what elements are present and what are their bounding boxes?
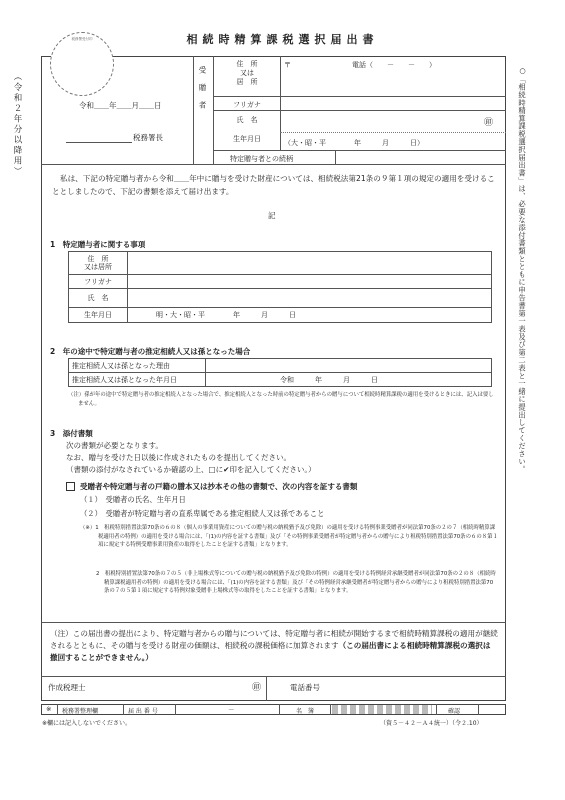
name-label: 氏 名 [236,116,258,124]
office-divider [330,704,331,715]
address-label: 住 所 又は 居 所 [236,60,258,86]
item1-text: （１） 受贈者の氏名、生年月日 [80,495,186,504]
header-rule [213,110,506,111]
s2-date-input[interactable]: 令和 年 月 日 [206,373,492,387]
header-divider [280,56,281,150]
section2-table [68,358,492,387]
address-input[interactable] [282,72,504,94]
footer-note: ※欄には記入しないでください。 [42,720,132,727]
header-rule [41,164,506,165]
filing-number-dash: － [228,706,235,714]
accountant-rule [41,676,506,677]
office-field-label: 税務署整理欄 [62,708,99,715]
office-divider [57,704,58,715]
header-divider [193,56,194,164]
s1-birth-label: 生年月日 [69,308,128,323]
confirm-label: 確認 [448,708,461,715]
tax-accountant-input[interactable] [112,679,247,697]
seal-mark: ㊞ [484,118,494,128]
ki-heading: 記 [268,211,276,220]
phone-number-label: 電話番号 [290,683,320,692]
left-year-note: （令和２年分以降用） [12,72,22,177]
final-note-warning: （この届出書による相続時精算課税の選択は撤回することができません。） [50,641,491,662]
section3-line1: 次の書類が必要となります。 [66,441,163,450]
relation-input[interactable] [338,151,504,163]
s2-reason-input[interactable] [206,359,492,373]
s2-reason-label: 推定相続人又は孫となった理由 [69,359,206,373]
s1-name-input[interactable] [128,289,492,308]
s1-furigana-input[interactable] [128,275,492,289]
office-divider [436,704,437,715]
right-instruction-note: ○「相続時精算課税選択届出書」は、必要な添付書類とともに申告書第一表及び第二表と一緒に提出してください。 [518,66,527,474]
section3-line3: （書類の添付がなされているか確認の上、□に✔印を記入してください。） [66,465,316,474]
phone-number-input[interactable] [340,679,500,697]
stamp-label: 税務署受付印 [71,37,93,41]
name-input[interactable] [282,112,482,130]
form-code: （資５－４２－Ａ４統一）（令２.10） [380,720,483,727]
s1-furigana-label: フリガナ [69,275,128,289]
birth-label: 生年月日 [233,135,261,143]
section3-line2: なお、贈与を受けた日以後に作成されたものを提出してください。 [66,453,291,462]
birth-field[interactable]: （大・昭・平 年 月 日） [284,139,424,147]
header-rule [280,132,506,133]
accountant-seal: ㊞ [252,683,262,693]
tax-office-label: 税務署長 [133,133,163,142]
office-divider [123,704,124,715]
relation-label: 特定贈与者との続柄 [230,155,293,163]
office-divider [175,704,176,715]
accountant-divider [266,676,267,701]
register-shaded-cells [332,705,432,714]
register-label: 名 簿 [296,708,315,715]
office-divider [478,704,479,715]
reception-stamp-circle [50,32,114,96]
s1-name-label: 氏 名 [69,289,128,308]
date-field[interactable]: 令和＿＿年＿＿月＿＿日 [79,101,162,110]
fine-print-2: 2 租税特別措置法第70条の７の５（非上場株式等についての贈与税の納税猶予及び免除の特例）の適用を受ける特例経営承継受贈者が同法第70条の２の８（相続時精算課税適用者の特例）の適用を受ける場合には、「(1)の内容を証する書類」及び「その特例経営承継受贈者が特定贈与者からの贈与により租税特別措置法第70条の７の５第１項に規定する特例対象受贈非上場株式等の取得をしたことを証する書類」となります。 [96,571,496,595]
final-note-rule [41,622,506,623]
attachment-checkbox[interactable] [66,482,75,491]
tax-office-blank[interactable] [66,134,132,143]
item2-text: （２） 受贈者が特定贈与者の直系卑属である推定相続人又は孫であること [80,509,325,518]
section1-table [68,251,492,323]
header-rule [213,96,506,97]
section1-heading: 1 特定贈与者に関する事項 [50,240,146,249]
checkbox-text: 受贈者や特定贈与者の戸籍の謄本又は抄本その他の書類で、次の内容を証する書類 [80,482,358,491]
section2-note: （注）孫が年の途中で特定贈与者の推定相続人となった場合で、推定相続人となった時前の特定贈与者からの贈与について相続時精算課税の適用を受けるときには、記入は要しません。 [68,392,494,407]
relation-divider [335,150,336,164]
s2-date-label: 推定相続人又は孫となった年月日 [69,373,206,387]
tax-accountant-label: 作成税理士 [48,683,86,692]
fine-print-1: （※）1 租税特別措置法第70条の６の８（個人の事業用資産についての贈与税の納税猶予及び免除）の適用を受ける特例事業受贈者が同法第70条の２の７（相続時精算課税適用者の特例）の適用を受ける場合には、「(1)の内容を証する書類」及び「その特例事業受贈者が特定贈与者からの贈与により租税特別措置法第70条の６の８第１項に規定する特例受贈事業用資産の取得をしたことを証する書類」となります。 [80,525,498,549]
s1-birth-input[interactable]: 明・大・昭・平 年 月 日 [128,308,492,323]
s1-address-label: 住 所 又は居所 [69,252,128,275]
section3-heading: 3 添付書類 [50,429,93,438]
furigana-label: フリガナ [233,101,261,109]
form-title: 相続時精算課税選択届出書 [186,33,379,46]
final-note [50,628,498,664]
filing-number-label: 届 出 番 号 [128,708,158,715]
furigana-input[interactable] [282,98,504,109]
office-divider [279,704,280,715]
donee-label: 受贈者 [198,66,207,119]
postal-mark: 〒 [284,61,291,69]
final-note-text: （注）この届出書の提出により、特定贈与者からの贈与については、特定贈与者に相続が開始するまで相続時精算課税の適用が継続されるとともに、その贈与を受ける財産の価額は、相続税の課税価格に加算されます [50,629,498,650]
section2-heading: 2 年の途中で特定贈与者の推定相続人又は孫となった場合 [50,347,251,356]
office-mark: ※ [46,705,52,713]
phone-field[interactable]: 電話（ － － ） [352,61,436,69]
intro-text: 私は、下記の特定贈与者から令和＿＿年中に贈与を受けた財産については、相続税法第21条の９第１項の規定の適用を受けることとしましたので、下記の書類を添えて届け出ます。 [52,174,495,196]
s1-address-input[interactable] [128,252,492,275]
